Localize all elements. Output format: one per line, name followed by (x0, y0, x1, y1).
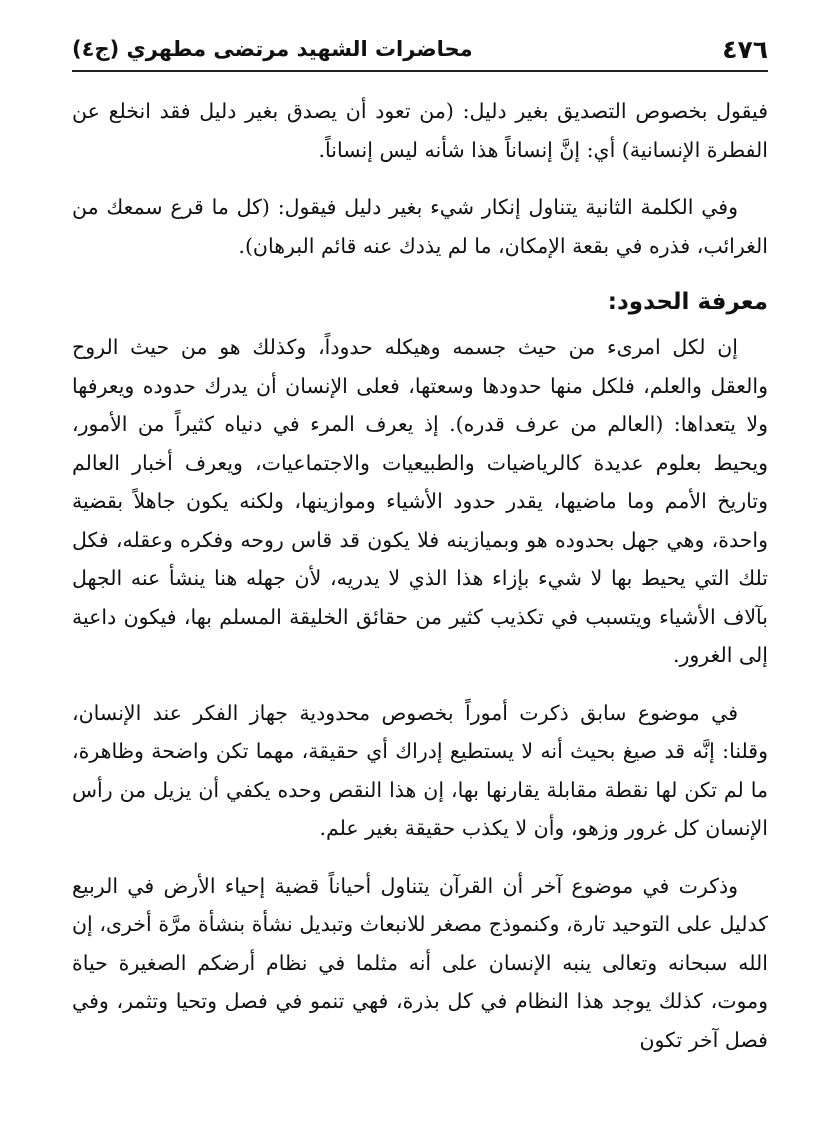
paragraph: وفي الكلمة الثانية يتناول إنكار شيء بغير دليل فيقول: (كل ما قرع سمعك من الغرائب، فذره في بقعة الإمكان، ما لم يذدك عنه قائم البرهان). (72, 195, 768, 258)
paragraph: في موضوع سابق ذكرت أموراً بخصوص محدودية جهاز الفكر عند الإنسان، وقلنا: إنَّه قد صيغ بحيث أنه لا يستطيع إدراك أي حقيقة، مهما تكن واضحة وظاهرة، ما لم تكن لها نقطة مقابلة يقارنها بها، إن هذا النقص وحده يكفي أن يزيل من رأس الإنسان كل غرور وزهو، وأن لا يكذب حقيقة بغير علم. (72, 700, 768, 840)
paragraph: وذكرت في موضوع آخر أن القرآن يتناول أحياناً قضية إحياء الأرض في الربيع كدليل على التوحيد تارة، وكنموذج مصغر للانبعاث وتبديل نشأة بنشأة مرَّة أخرى، إن الله سبحانه وتعالى ينبه الإنسان على أنه مثلما في نظام أرضكم الصغيرة حياة وموت، كذلك يوجد هذا النظام في كل بذرة، فهي تنمو في فصل وتحيا وتثمر، وفي فصل آخر تكون (72, 873, 768, 1052)
paragraph: فيقول بخصوص التصديق بغير دليل: (من تعود أن يصدق بغير دليل فقد انخلع عن الفطرة الإنسانية) أي: إنَّ إنساناً هذا شأنه ليس إنساناً. (72, 99, 768, 162)
running-title: محاضرات الشهيد مرتضى مطهري (ج٤) (72, 37, 473, 61)
page-number: ٤٧٦ (722, 34, 768, 64)
body-text (72, 92, 768, 1078)
paragraph: إن لكل امرىء من حيث جسمه وهيكله حدوداً، وكذلك هو من حيث الروح والعقل والعلم، فلكل منها حدودها وسعتها، فعلى الإنسان أن يدرك حدوده ويعرفها ولا يتعداها: (العالم من عرف قدره). إذ يعرف المرء في دنياه كثيراً من الأمور، ويحيط بعلوم عديدة كالرياضيات والطبيعيات والاجتماعيات، ويعرف أخبار العالم وتاريخ الأمم وما ماضيها، يقدر حدود الأشياء وموازينها، ولكنه يكون جاهلاً بقضية واحدة، وهي جهل بحدوده هو وبميازينه فلا يكون قد قاس روحه وفكره وعقله، فكل تلك التي يحيط بها لا شيء بإزاء هذا الذي لا يدريه، لأن جهله هنا ينشأ عنه الجهل بآلاف الأشياء ويتسبب في تكذيب كثير من حقائق الخليقة المسلم بها، فيكون داعية إلى الغرور. (72, 335, 768, 667)
section-heading: معرفة الحدود: (607, 289, 768, 315)
page-header (72, 28, 768, 72)
